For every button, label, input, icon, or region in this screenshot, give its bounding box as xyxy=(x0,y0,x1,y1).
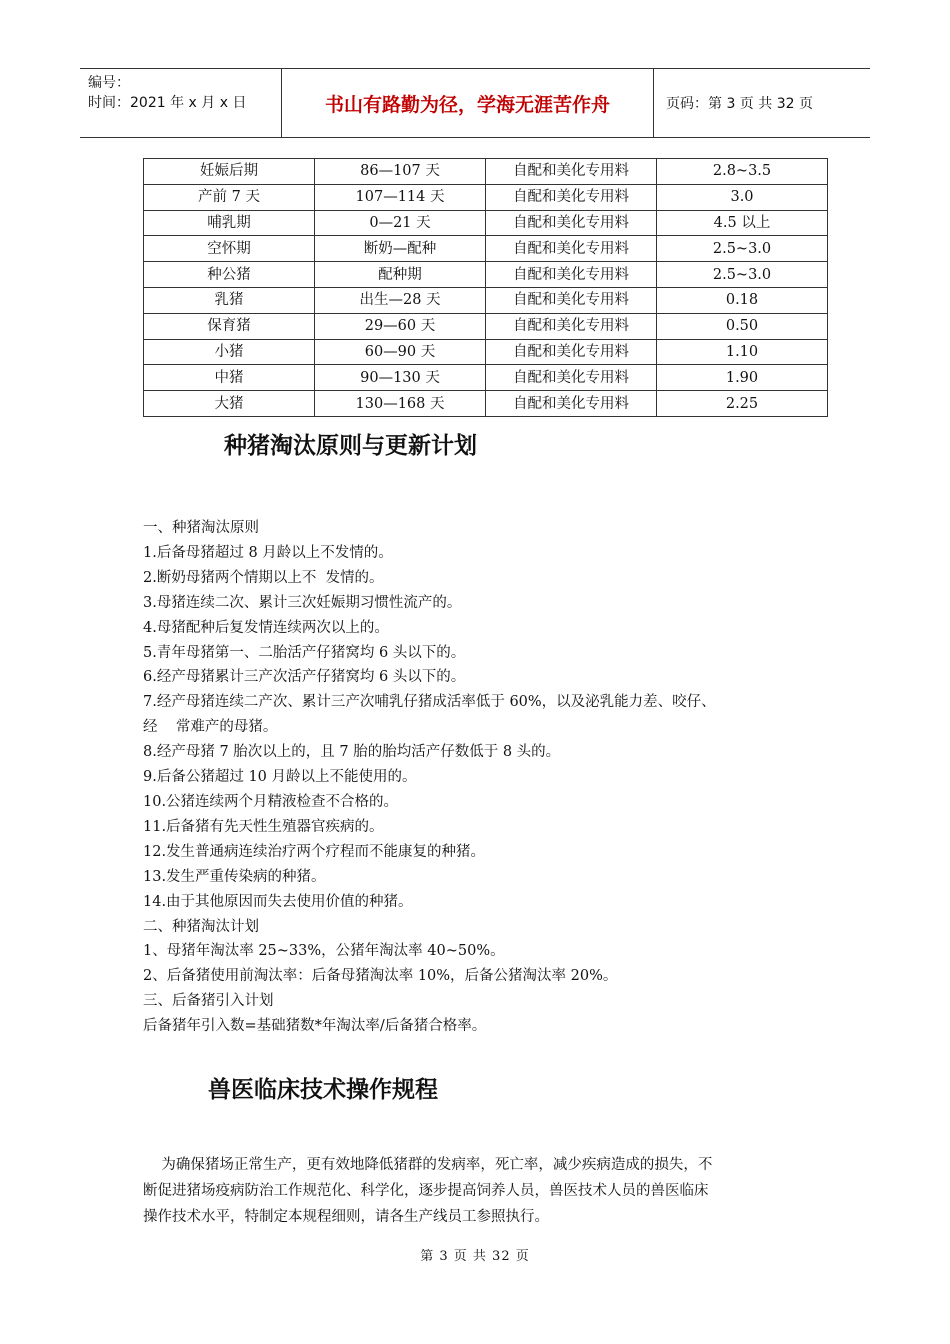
table-cell: 自配和美化专用料 xyxy=(486,391,657,417)
table-cell: 自配和美化专用料 xyxy=(486,184,657,210)
table-cell: 出生—28 天 xyxy=(315,287,486,313)
text-line: 断促进猪场疫病防治工作规范化、科学化，逐步提高饲养人员，兽医技术人员的兽医临床 xyxy=(143,1183,709,1199)
table-cell: 107—114 天 xyxy=(315,184,486,210)
text-line: 后备猪年引入数=基础猪数*年淘汰率/后备猪合格率。 xyxy=(143,1018,487,1035)
table-cell: 0—21 天 xyxy=(315,210,486,236)
text-line: 14.由于其他原因而失去使用价值的种猪。 xyxy=(143,893,413,910)
text-line: 4.母猪配种后复发情连续两次以上的。 xyxy=(143,619,389,636)
table-cell: 空怀期 xyxy=(144,236,315,262)
table-row xyxy=(144,313,828,339)
table-cell: 断奶—配种 xyxy=(315,236,486,262)
section1-body xyxy=(143,516,815,1039)
table-cell: 配种期 xyxy=(315,262,486,288)
table-row xyxy=(144,210,828,236)
text-line: 三、后备猪引入计划 xyxy=(143,993,274,1010)
table-cell: 86—107 天 xyxy=(315,159,486,185)
table-cell: 自配和美化专用料 xyxy=(486,313,657,339)
page-footer: 第 3 页 共 32 页 xyxy=(420,1249,530,1264)
table-cell: 2.8~3.5 xyxy=(657,159,828,185)
table-cell: 自配和美化专用料 xyxy=(486,159,657,185)
table-cell: 29—60 天 xyxy=(315,313,486,339)
header-page-label: 页码：第 3 页 共 32 页 xyxy=(666,96,813,112)
text-line: 8.经产母猪 7 胎次以上的，且 7 胎的胎均活产仔数低于 8 头的。 xyxy=(143,744,561,761)
table-cell: 2.5~3.0 xyxy=(657,262,828,288)
text-line: 13.发生严重传染病的种猪。 xyxy=(143,868,326,885)
table-cell: 妊娠后期 xyxy=(144,159,315,185)
section2-body xyxy=(143,1152,815,1230)
table-cell: 自配和美化专用料 xyxy=(486,210,657,236)
text-line: 5.青年母猪第一、二胎活产仔猪窝均 6 头以下的。 xyxy=(143,644,466,661)
text-line: 9.后备公猪超过 10 月龄以上不能使用的。 xyxy=(143,769,417,786)
table-cell: 中猪 xyxy=(144,365,315,391)
table-cell: 1.10 xyxy=(657,339,828,365)
text-line: 1、母猪年淘汰率 25~33%，公猪年淘汰率 40~50%。 xyxy=(143,943,505,960)
text-line: 1.后备母猪超过 8 月龄以上不发情的。 xyxy=(143,544,393,561)
table-row xyxy=(144,339,828,365)
text-line: 2、后备猪使用前淘汰率：后备母猪淘汰率 10%，后备公猪淘汰率 20%。 xyxy=(143,968,618,985)
table-cell: 哺乳期 xyxy=(144,210,315,236)
text-line: 经 常难产的母猪。 xyxy=(143,719,278,736)
section2-title: 兽医临床技术操作规程 xyxy=(208,1077,438,1103)
table-row xyxy=(144,159,828,185)
table-cell: 种公猪 xyxy=(144,262,315,288)
text-line: 为确保猪场正常生产，更有效地降低猪群的发病率，死亡率，减少疾病造成的损失，不 xyxy=(143,1157,713,1173)
page-header xyxy=(80,68,870,138)
text-line: 11.后备猪有先天性生殖器官疾病的。 xyxy=(143,818,384,835)
table-row xyxy=(144,391,828,417)
section1-title: 种猪淘汰原则与更新计划 xyxy=(224,433,477,459)
table-cell: 小猪 xyxy=(144,339,315,365)
table-cell: 自配和美化专用料 xyxy=(486,339,657,365)
text-line: 3.母猪连续二次、累计三次妊娠期习惯性流产的。 xyxy=(143,594,462,611)
table-cell: 乳猪 xyxy=(144,287,315,313)
table-cell: 自配和美化专用料 xyxy=(486,236,657,262)
text-line: 6.经产母猪累计三产次活产仔猪窝均 6 头以下的。 xyxy=(143,669,466,686)
table-cell: 3.0 xyxy=(657,184,828,210)
table-row xyxy=(144,365,828,391)
table-cell: 4.5 以上 xyxy=(657,210,828,236)
text-line: 2.断奶母猪两个情期以上不 发情的。 xyxy=(143,569,384,586)
header-meta xyxy=(80,69,282,137)
table-cell: 2.5~3.0 xyxy=(657,236,828,262)
table-cell: 60—90 天 xyxy=(315,339,486,365)
text-line: 7.经产母猪连续二产次、累计三产次哺乳仔猪成活率低于 60%，以及泌乳能力差、咬仔、 xyxy=(143,694,716,711)
text-line: 二、种猪淘汰计划 xyxy=(143,918,259,935)
table-cell: 自配和美化专用料 xyxy=(486,287,657,313)
doc-time-label: 时间：2021 年 x 月 x 日 xyxy=(88,95,247,111)
table-cell: 0.18 xyxy=(657,287,828,313)
table-cell: 自配和美化专用料 xyxy=(486,262,657,288)
table-cell: 大猪 xyxy=(144,391,315,417)
table-row xyxy=(144,262,828,288)
table-cell: 90—130 天 xyxy=(315,365,486,391)
table-cell: 自配和美化专用料 xyxy=(486,365,657,391)
text-line: 10.公猪连续两个月精液检查不合格的。 xyxy=(143,793,399,810)
table-cell: 1.90 xyxy=(657,365,828,391)
header-motto: 书山有路勤为径，学海无涯苦作舟 xyxy=(282,69,654,137)
table-row xyxy=(144,236,828,262)
table-cell: 保育猪 xyxy=(144,313,315,339)
feed-table xyxy=(143,158,828,417)
table-row xyxy=(144,184,828,210)
table-cell: 130—168 天 xyxy=(315,391,486,417)
table-cell: 0.50 xyxy=(657,313,828,339)
text-line: 操作技术水平，特制定本规程细则，请各生产线员工参照执行。 xyxy=(143,1209,549,1225)
text-line: 一、种猪淘汰原则 xyxy=(143,520,259,536)
doc-number-label: 编号： xyxy=(88,75,130,91)
table-cell: 2.25 xyxy=(657,391,828,417)
table-row xyxy=(144,287,828,313)
table-cell: 产前 7 天 xyxy=(144,184,315,210)
text-line: 12.发生普通病连续治疗两个疗程而不能康复的种猪。 xyxy=(143,843,486,860)
feed-table-body xyxy=(144,159,828,417)
